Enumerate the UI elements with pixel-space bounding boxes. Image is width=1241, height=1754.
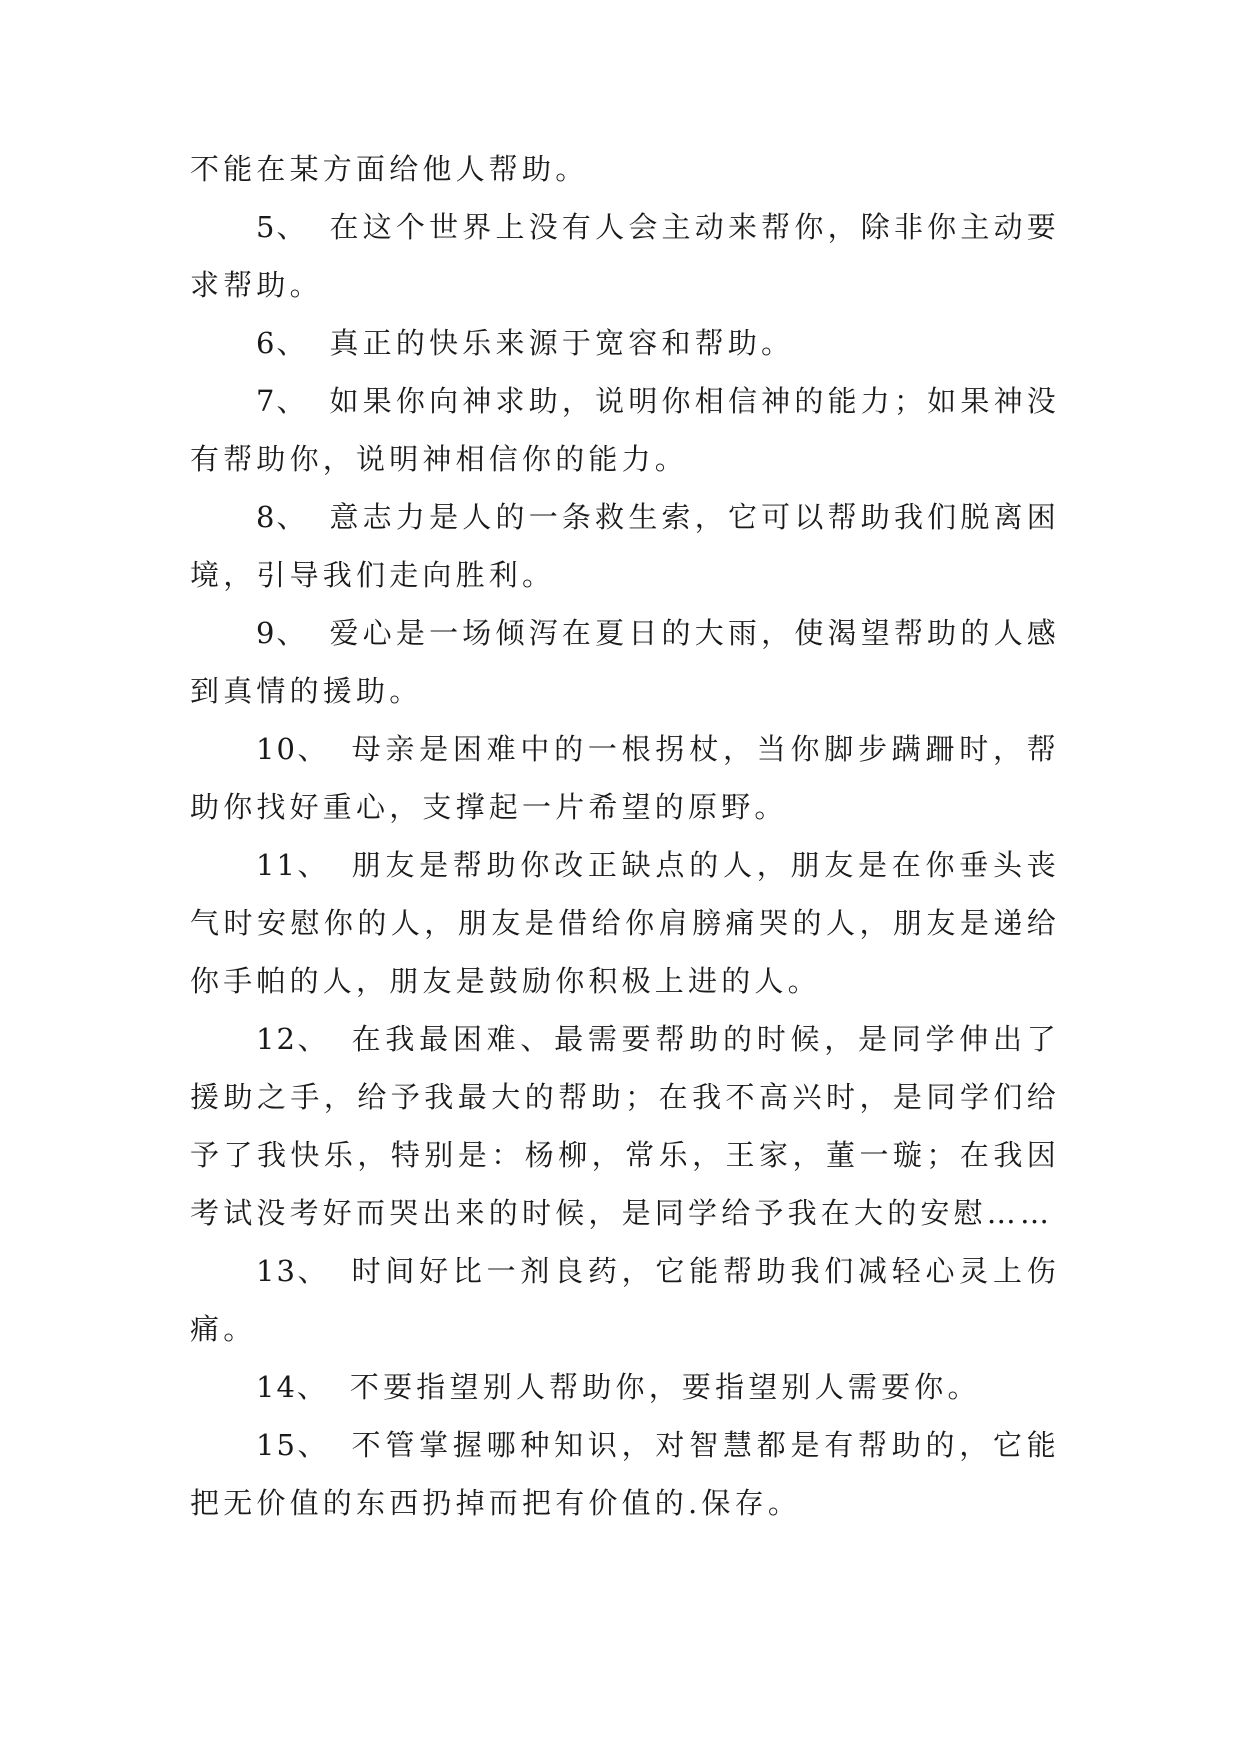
item-text: 真正的快乐来源于宽容和帮助。 [329, 326, 795, 360]
item-number: 8、 [256, 500, 308, 534]
item-number: 13、 [256, 1254, 330, 1288]
item-number: 7、 [256, 384, 308, 418]
list-item [190, 1010, 1060, 1242]
item-text: 母亲是困难中的一根拐杖，当你脚步蹒跚时，帮助你找好重心，支撑起一片希望的原野。 [190, 732, 1061, 824]
item-text: 在我最困难、最需要帮助的时候，是同学伸出了援助之手，给予我最大的帮助；在我不高兴时，是同学们给予了我快乐，特别是：杨柳，常乐，王家，董一璇；在我因考试没考好而哭出来的时候，是同学给予我在大的安慰…… [190, 1022, 1061, 1230]
item-number: 11、 [256, 848, 330, 882]
list-item [190, 1242, 1060, 1358]
list-item [190, 198, 1060, 314]
item-text: 如果你向神求助，说明你相信神的能力；如果神没有帮助你，说明神相信你的能力。 [190, 384, 1060, 476]
item-text: 朋友是帮助你改正缺点的人，朋友是在你垂头丧气时安慰你的人，朋友是借给你肩膀痛哭的人，朋友是递给你手帕的人，朋友是鼓励你积极上进的人。 [190, 848, 1061, 998]
item-text: 爱心是一场倾泻在夏日的大雨，使渴望帮助的人感到真情的援助。 [190, 616, 1060, 708]
item-number: 9、 [256, 616, 308, 650]
list-item [190, 1358, 1060, 1416]
item-number: 12、 [256, 1022, 330, 1056]
item-number: 6、 [256, 326, 308, 360]
item-number: 10、 [256, 732, 330, 766]
document-page [190, 140, 1060, 1532]
item-number: 14、 [256, 1370, 328, 1404]
item-text: 不要指望别人帮助你，要指望别人需要你。 [349, 1370, 981, 1404]
list-item [190, 720, 1060, 836]
item-number: 15、 [256, 1428, 330, 1462]
list-item [190, 1416, 1060, 1532]
list-item [190, 604, 1060, 720]
list-item [190, 836, 1060, 1010]
item-number: 5、 [256, 210, 308, 244]
list-item [190, 488, 1060, 604]
item-text: 在这个世界上没有人会主动来帮你，除非你主动要求帮助。 [190, 210, 1060, 302]
list-item [190, 314, 1060, 372]
item-text: 意志力是人的一条救生索，它可以帮助我们脱离困境，引导我们走向胜利。 [190, 500, 1060, 592]
item-text: 时间好比一剂良药，它能帮助我们减轻心灵上伤痛。 [190, 1254, 1061, 1346]
item-text: 不管掌握哪种知识，对智慧都是有帮助的，它能把无价值的东西扔掉而把有价值的.保存。 [190, 1428, 1061, 1520]
lead-paragraph: 不能在某方面给他人帮助。 [190, 152, 589, 186]
list-item [190, 372, 1060, 488]
